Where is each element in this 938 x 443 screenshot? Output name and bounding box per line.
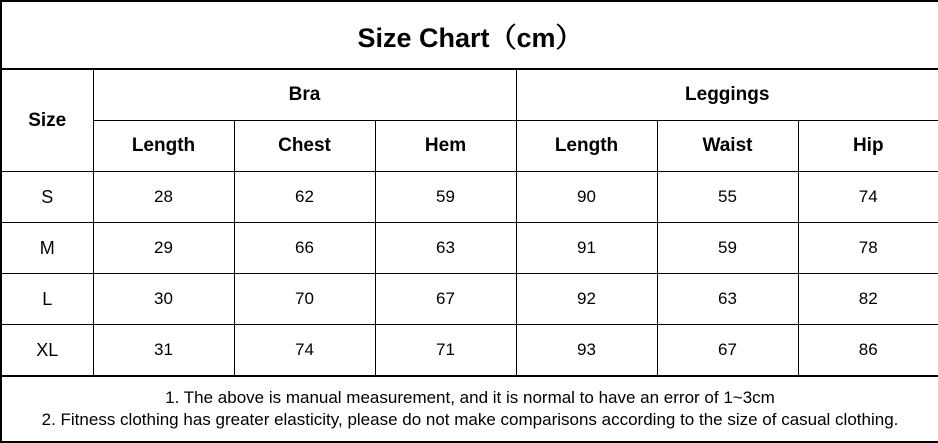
size-column-header: Size (1, 69, 93, 172)
note-measurement-error: 1. The above is manual measurement, and it is normal to have an error of 1~3cm (165, 388, 775, 407)
column-header-bra-chest: Chest (234, 121, 375, 172)
column-header-bra-hem: Hem (375, 121, 516, 172)
size-label: M (1, 223, 93, 274)
title-row (1, 1, 938, 69)
table-cell: 90 (516, 172, 657, 223)
table-cell: 92 (516, 274, 657, 325)
size-label: S (1, 172, 93, 223)
table-row-l (1, 274, 938, 325)
notes-cell (1, 376, 938, 442)
table-cell: 91 (516, 223, 657, 274)
table-row-xl (1, 325, 938, 377)
size-label: XL (1, 325, 93, 377)
table-cell: 63 (375, 223, 516, 274)
table-cell: 55 (657, 172, 798, 223)
table-cell: 78 (798, 223, 938, 274)
column-header-leggings-hip: Hip (798, 121, 938, 172)
group-header-leggings: Leggings (516, 69, 938, 121)
table-cell: 59 (657, 223, 798, 274)
table-cell: 31 (93, 325, 234, 377)
column-header-leggings-waist: Waist (657, 121, 798, 172)
table-cell: 82 (798, 274, 938, 325)
table-cell: 93 (516, 325, 657, 377)
table-cell: 66 (234, 223, 375, 274)
notes-row (1, 376, 938, 442)
column-header-leggings-length: Length (516, 121, 657, 172)
group-header-row (1, 69, 938, 121)
table-cell: 63 (657, 274, 798, 325)
table-cell: 71 (375, 325, 516, 377)
table-cell: 59 (375, 172, 516, 223)
column-header-bra-length: Length (93, 121, 234, 172)
note-elasticity: 2. Fitness clothing has greater elasticity, please do not make comparisons according to the size of casual clothing. (41, 410, 899, 429)
page-title: Size Chart（cm） (1, 1, 938, 69)
size-label: L (1, 274, 93, 325)
table-row-s (1, 172, 938, 223)
column-header-row (1, 121, 938, 172)
table-cell: 29 (93, 223, 234, 274)
table-cell: 30 (93, 274, 234, 325)
table-cell: 74 (234, 325, 375, 377)
table-cell: 67 (375, 274, 516, 325)
table-cell: 74 (798, 172, 938, 223)
group-header-bra: Bra (93, 69, 516, 121)
table-cell: 62 (234, 172, 375, 223)
table-cell: 86 (798, 325, 938, 377)
table-row-m (1, 223, 938, 274)
table-cell: 67 (657, 325, 798, 377)
table-cell: 70 (234, 274, 375, 325)
table-cell: 28 (93, 172, 234, 223)
